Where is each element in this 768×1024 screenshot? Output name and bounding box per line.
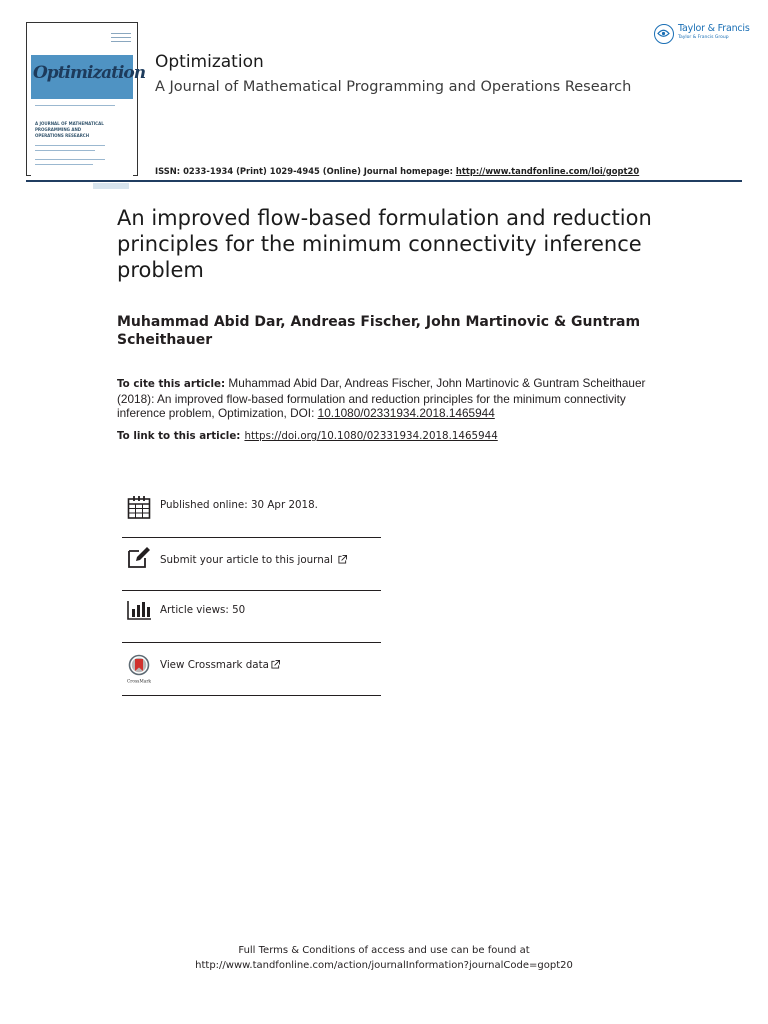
citation-text: Muhammad Abid Dar, Andreas Fischer, John Martinovic & Guntram Scheithauer (2018): An improved flow-based formulation and reduction principles for the minimum connectivity inference problem, Optimization, DOI: bbox=[117, 376, 646, 420]
header-divider bbox=[26, 180, 742, 182]
crossmark-row[interactable] bbox=[122, 646, 381, 696]
cover-subtitle: A JOURNAL OF MATHEMATICAL PROGRAMMING AND OPERATIONS RESEARCH bbox=[35, 121, 104, 138]
crossmark-text: View Crossmark data bbox=[160, 659, 280, 671]
external-link-icon bbox=[271, 660, 280, 669]
footer-terms-link[interactable]: http://www.tandfonline.com/action/journalInformation?journalCode=gopt20 bbox=[195, 960, 573, 971]
published-online-text: Published online: 30 Apr 2018. bbox=[160, 499, 318, 511]
journal-subtitle: A Journal of Mathematical Programming and Operations Research bbox=[155, 79, 632, 95]
footer-terms bbox=[0, 943, 768, 973]
publisher-group: Taylor & Francis Group bbox=[678, 35, 729, 40]
external-link-icon bbox=[338, 555, 347, 564]
citation-block bbox=[117, 376, 657, 421]
issn-line bbox=[155, 166, 639, 176]
article-title: An improved flow-based formulation and reduction principles for the minimum connectivity inference problem bbox=[117, 206, 652, 282]
submit-article-row[interactable] bbox=[122, 541, 381, 591]
cover-masthead: Optimization bbox=[33, 63, 146, 83]
crossmark-badge-text: CrossMark bbox=[127, 679, 151, 684]
article-doi-link[interactable]: https://doi.org/10.1080/02331934.2018.1465944 bbox=[244, 430, 498, 442]
bar-chart-icon bbox=[126, 597, 152, 623]
published-online-row bbox=[122, 488, 381, 538]
journal-title: Optimization bbox=[155, 52, 264, 72]
calendar-icon bbox=[126, 494, 152, 520]
edit-icon bbox=[126, 545, 152, 571]
cover-publisher-logo bbox=[93, 183, 129, 189]
article-views-row bbox=[122, 593, 381, 643]
article-link-line bbox=[117, 430, 677, 442]
journal-cover-image bbox=[26, 22, 146, 176]
publisher-name: Taylor & Francis bbox=[678, 23, 750, 34]
issn-text: ISSN: 0233-1934 (Print) 1029-4945 (Online) Journal homepage: bbox=[155, 166, 456, 176]
journal-homepage-link[interactable]: http://www.tandfonline.com/loi/gopt20 bbox=[455, 166, 640, 176]
submit-article-text: Submit your article to this journal bbox=[160, 554, 347, 566]
article-authors: Muhammad Abid Dar, Andreas Fischer, John Martinovic & Guntram Scheithauer bbox=[117, 314, 641, 348]
cover-issue-info bbox=[111, 33, 131, 47]
article-link-label: To link to this article: bbox=[117, 430, 241, 442]
publisher-logo[interactable] bbox=[654, 22, 754, 46]
citation-label: To cite this article: bbox=[117, 378, 226, 390]
crossmark-icon bbox=[124, 654, 154, 684]
footer-terms-text: Full Terms & Conditions of access and use can be found at bbox=[238, 945, 530, 956]
article-views-text: Article views: 50 bbox=[160, 604, 246, 616]
citation-doi-link[interactable]: 10.1080/02331934.2018.1465944 bbox=[317, 406, 495, 420]
taylor-francis-icon bbox=[654, 24, 674, 44]
